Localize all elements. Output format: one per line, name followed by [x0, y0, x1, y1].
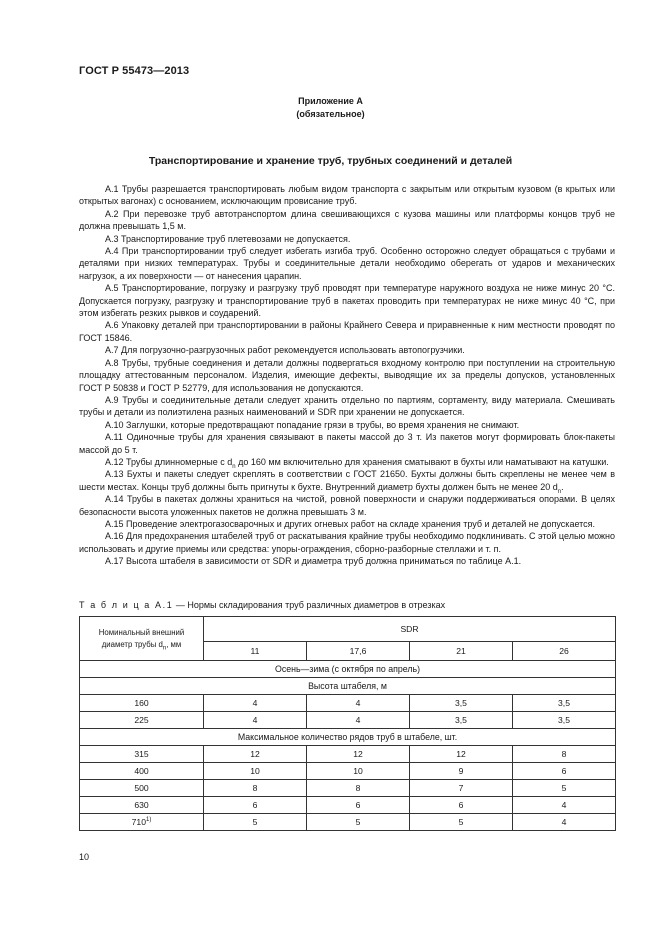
table-caption-text: — Нормы складирования труб различных диаметров в отрезках — [173, 600, 446, 610]
table-caption — [79, 600, 445, 610]
table-cell: 8 — [513, 746, 616, 763]
paragraph-a13: А.13 Бухты и пакеты следует скреплять в соответствии с ГОСТ 21650. Бухты должны быть скреплены не менее чем в шести местах. Концы труб должны быть пригнуты к бухте. Внутренний диаметр бухты должен быть не менее 20 $d_n$. — [79, 469, 615, 495]
paragraph-a7: А.7 Для погрузочно-разгрузочных работ рекомендуется использовать автопогрузчики. — [105, 345, 465, 356]
table-row — [80, 712, 616, 729]
table-cell: 225 — [80, 712, 204, 729]
paragraph-a1: А.1 Трубы разрешается транспортировать любым видом транспорта с закрытым или открытым кузовом (в крытых или открытых вагонах) с основанием, исключающим провисание труб. — [79, 184, 615, 207]
table-cell: 4 — [513, 797, 616, 814]
table-cell: 12 — [307, 746, 410, 763]
table-cell: 4 — [204, 695, 307, 712]
table-cell: 4 — [513, 814, 616, 831]
body-text — [79, 183, 615, 568]
paragraph-a6: А.6 Упаковку деталей при транспортировании в районы Крайнего Севера и приравненные к ним местности проводят по ГОСТ 15846. — [79, 320, 615, 343]
paragraph-a12: А.12 Трубы длинномерные с $d_n$ до 160 мм включительно для хранения сматывают в бухты или наматывают на катушки. — [105, 456, 609, 470]
table-cell: 5 — [204, 814, 307, 831]
page-number: 10 — [79, 852, 90, 862]
table-cell: 8 — [204, 780, 307, 797]
standard-code: ГОСТ Р 55473—2013 — [79, 65, 190, 77]
table-header-row — [80, 617, 616, 642]
table-cell: 4 — [307, 712, 410, 729]
paragraph-a9: А.9 Трубы и соединительные детали следует хранить отдельно по партиям, сортаменту, виду материала. Смешивать трубы и детали из полиэтилена разных наименований и SDR при хранении не допускается. — [79, 394, 615, 418]
paragraph-a3: А.3 Транспортирование труб плетевозами не допускается. — [105, 233, 351, 244]
table-cell: 8 — [307, 780, 410, 797]
season-row — [80, 661, 616, 678]
table-cell: 160 — [80, 695, 204, 712]
table-cell: 3,5 — [410, 712, 513, 729]
sdr-value: 21 — [410, 642, 513, 661]
table-cell: 630 — [80, 797, 204, 814]
table-cell: 3,5 — [513, 712, 616, 729]
table-cell: 3,5 — [410, 695, 513, 712]
table-cell: 4 — [307, 695, 410, 712]
table-cell: 315 — [80, 746, 204, 763]
table-cell: 12 — [204, 746, 307, 763]
paragraph-a17: А.17 Высота штабеля в зависимости от SDR и диаметра труб должна приниматься по таблице А.1. — [105, 556, 522, 567]
table-cell: 10 — [307, 763, 410, 780]
sdr-value: 17,6 — [307, 642, 410, 661]
table-cell: 6 — [410, 797, 513, 814]
table-cell: 500 — [80, 780, 204, 797]
sdr-header: SDR — [204, 617, 616, 642]
height-label: Высота штабеля, м — [80, 678, 616, 695]
paragraph-a5: А.5 Транспортирование, погрузку и разгрузку труб проводят при температуре наружного воздуха не ниже минус 20 °С. Допускается погрузку, разгрузку и транспортирование труб в пакетах проводить при температурах не ниже минус 40 °С, при этом избегать резких рывков и соударений. — [79, 283, 615, 319]
table-cell: 400 — [80, 763, 204, 780]
paragraph-a2: А.2 При перевозке труб автотранспортом длина свешивающихся с кузова машины или платформы концов труб не должна превышать 1,5 м. — [79, 208, 615, 232]
diameter-column-header: Номинальный внешний диаметр трубы $d_n$, мм — [80, 617, 204, 661]
table-cell: 12 — [410, 746, 513, 763]
section-title: Транспортирование и хранение труб, трубных соединений и деталей — [148, 155, 513, 167]
table-cell: 7 — [410, 780, 513, 797]
table-cell: 5 — [513, 780, 616, 797]
storage-norms-table — [79, 616, 616, 831]
table-cell: 10 — [204, 763, 307, 780]
sdr-value: 26 — [513, 642, 616, 661]
paragraph-a11: А.11 Одиночные трубы для хранения связывают в пакеты массой до 3 т. Из пакетов могут формировать блок-пакеты массой до 5 т. — [79, 432, 615, 455]
table-cell: 6 — [307, 797, 410, 814]
height-heading-row — [80, 678, 616, 695]
table-cell: 6 — [204, 797, 307, 814]
paragraph-a14: А.14 Трубы в пакетах должны храниться на чистой, ровной поверхности и снаружи поддерживаться опорами. В целях безопасности высота уложенных пакетов не должна превышать 3 м. — [79, 494, 615, 517]
appendix-status: (обязательное) — [296, 109, 365, 119]
max-rows-label: Максимальное количество рядов труб в штабеле, шт. — [80, 729, 616, 746]
table-cell: 5 — [410, 814, 513, 831]
table-cell: 4 — [204, 712, 307, 729]
table-row — [80, 797, 616, 814]
table-row — [80, 763, 616, 780]
table-row — [80, 746, 616, 763]
paragraph-a15: А.15 Проведение электрогазосварочных и других огневых работ на складе хранения труб и деталей не допускается. — [105, 518, 596, 529]
paragraph-a4: А.4 При транспортировании труб следует избегать изгиба труб. Особенно осторожно следует обращаться с трубами и деталями при низких температурах. Трубы и соединительные детали необходимо оберегать от ударов и механических нагрузок, а их поверхности — от нанесения царапин. — [79, 246, 615, 281]
table-row — [80, 814, 616, 831]
max-rows-heading-row — [80, 729, 616, 746]
appendix-title: Приложение А — [298, 96, 363, 106]
sdr-value: 11 — [204, 642, 307, 661]
season-label: Осень—зима (с октября по апрель) — [80, 661, 616, 678]
footnote-mark: 1) — [146, 817, 152, 824]
table-cell: 9 — [410, 763, 513, 780]
table-cell: 3,5 — [513, 695, 616, 712]
table-cell: 6 — [513, 763, 616, 780]
table-caption-label: Т а б л и ц а А.1 — [79, 600, 174, 610]
table-cell: 710$^{1)}$ — [80, 814, 204, 831]
paragraph-a8: А.8 Трубы, трубные соединения и детали должны подвергаться входному контролю при поступлении на строительную площадку аттестованным персоналом. Изделия, имеющие дефекты, выводящие их за пределы допусков, установленных ГОСТ Р 50838 и ГОСТ Р 52779, для использования не допускаются. — [79, 357, 615, 393]
table-row — [80, 695, 616, 712]
paragraph-a10: А.10 Заглушки, которые предотвращают попадание грязи в трубы, во время хранения не снимают. — [105, 419, 520, 430]
table-cell: 5 — [307, 814, 410, 831]
table-row — [80, 780, 616, 797]
paragraph-a16: А.16 Для предохранения штабелей труб от раскатывания крайние трубы необходимо подклинивать. С этой целью можно использовать и другие приемы или средства: упоры-ограждения, сборно-разборные стеллажи и т. п. — [79, 531, 615, 554]
